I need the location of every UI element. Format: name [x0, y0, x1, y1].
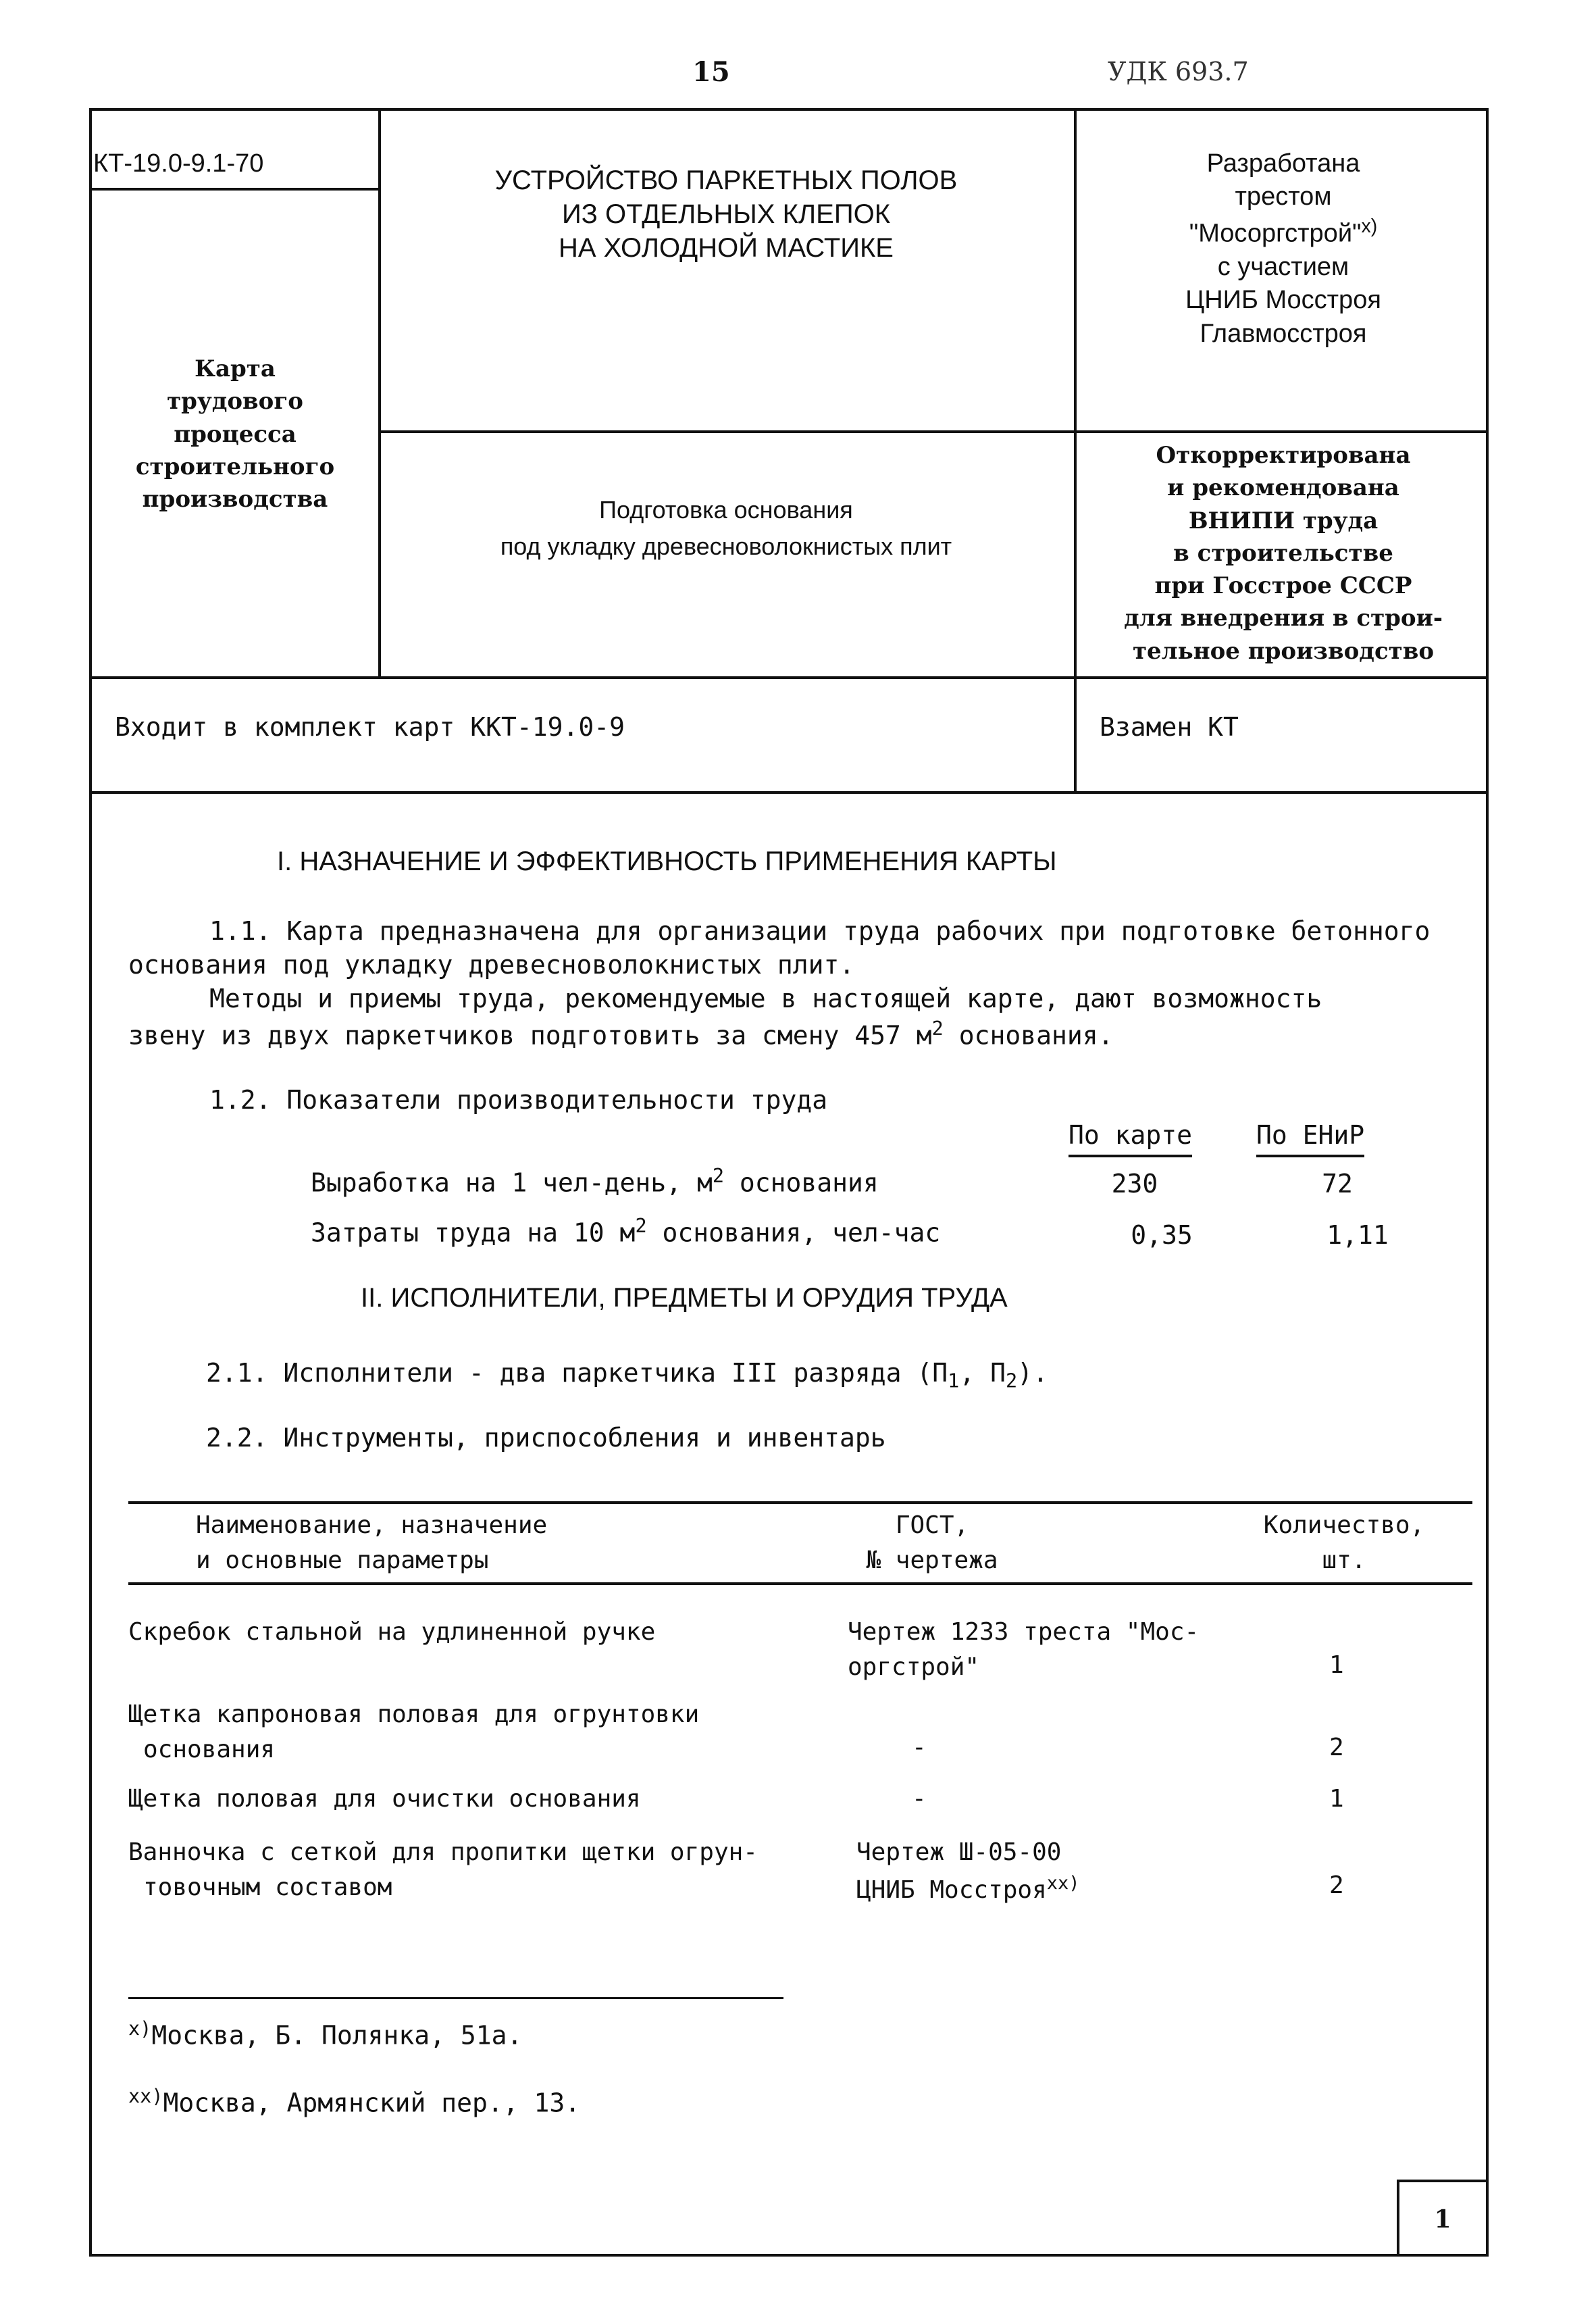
- card-title: УСТРОЙСТВО ПАРКЕТНЫХ ПОЛОВ ИЗ ОТДЕЛЬНЫХ КЛЕПОК НА ХОЛОДНОЙ МАСТИКЕ: [494, 166, 958, 263]
- col-by-enir: По ЕНиР: [1256, 1119, 1364, 1157]
- section1-p2-cont: звену из двух паркетчиков подготовить за смену 457 $м^2$ основания.: [128, 1017, 1114, 1051]
- card-set: Входит в комплект карт ККТ-19.0-9: [115, 712, 625, 742]
- section2-p21: 2.1. Исполнители - два паркетчика III разряда ($П_1$, $П_2$).: [206, 1358, 1048, 1392]
- card-subtitle: Подготовка основания под укладку древесноволокнистых плит: [500, 496, 952, 560]
- section1-p2: Методы и приемы труда, рекомендуемые в настоящей карте, дают возможность: [209, 984, 1322, 1013]
- table-row-name: Щетка половая для очистки основания: [128, 1785, 641, 1813]
- indicator-row-card: 230: [1111, 1169, 1158, 1199]
- table-row-name: Ванночка с сеткой для пропитки щетки огрун- товочным составом: [128, 1838, 758, 1902]
- table-header-qty: Количество, шт.: [1263, 1511, 1425, 1575]
- table-row-gost: -: [912, 1785, 927, 1813]
- indicator-row-enir: 72: [1322, 1169, 1353, 1199]
- col-by-card: По карте: [1069, 1119, 1192, 1157]
- table-row-name: Скребок стальной на удлиненной ручке: [128, 1618, 656, 1646]
- section1-p1-cont: основания под укладку древесноволокнистых плит.: [128, 950, 855, 980]
- table-header-name: Наименование, назначение и основные параметры: [196, 1511, 548, 1575]
- table-row-qty: 2: [1329, 1871, 1344, 1899]
- page-number: 15: [692, 56, 730, 88]
- indicator-row-card: 0,35: [1131, 1220, 1193, 1250]
- udk-code: УДК 693.7: [1108, 57, 1249, 86]
- table-row-gost: -: [912, 1734, 927, 1761]
- table-row-qty: 1: [1329, 1651, 1344, 1679]
- section2-heading: II. ИСПОЛНИТЕЛИ, ПРЕДМЕТЫ И ОРУДИЯ ТРУДА: [361, 1283, 1008, 1313]
- footnote: $^{xx)}$Москва, Армянский пер., 13.: [128, 2085, 581, 2118]
- indicator-row-enir: 1,11: [1327, 1220, 1389, 1250]
- card-code: КТ-19.0-9.1-70: [93, 149, 264, 178]
- replaces: Взамен КТ: [1100, 712, 1239, 742]
- table-row-qty: 2: [1329, 1734, 1344, 1761]
- table-row-gost: Чертеж Ш-05-00 ЦНИБ Мосстроя$^{xx)}$: [856, 1838, 1080, 1905]
- card-type: Карта трудового процесса строительного производства: [135, 355, 335, 513]
- table-header-gost: ГОСТ, № чертежа: [866, 1511, 998, 1575]
- section1-p1: 1.1. Карта предназначена для организации труда рабочих при подготовке бетонного: [209, 916, 1431, 946]
- indicator-row-label: Выработка на 1 чел-день, $м^2$ основания: [311, 1165, 879, 1198]
- section2-p22: 2.2. Инструменты, приспособления и инвентарь: [206, 1423, 886, 1453]
- table-row-gost: Чертеж 1233 треста "Мос- оргстрой": [848, 1618, 1200, 1682]
- corrected-by: Откорректирована и рекомендована ВНИПИ труда в строительстве при Госстрое СССР для внедрения в строи- тельное производство: [1124, 442, 1443, 665]
- footnote: $^{x)}$Москва, Б. Полянка, 51а.: [128, 2017, 523, 2051]
- table-row-qty: 1: [1329, 1785, 1344, 1813]
- developed-by: Разработана трестом "Мосоргстрой"$^{x)}$ с участием ЦНИБ Мосстроя Главмосстроя: [1185, 149, 1381, 348]
- table-row-name: Щетка капроновая половая для огрунтовки основания: [128, 1701, 700, 1764]
- sheet-number: 1: [1434, 2205, 1451, 2234]
- section1-p3: 1.2. Показатели производительности труда: [209, 1085, 828, 1115]
- indicator-row-label: Затраты труда на 10 $м^2$ основания, чел-час: [311, 1215, 941, 1248]
- section1-heading: I. НАЗНАЧЕНИЕ И ЭФФЕКТИВНОСТЬ ПРИМЕНЕНИЯ КАРТЫ: [277, 847, 1057, 876]
